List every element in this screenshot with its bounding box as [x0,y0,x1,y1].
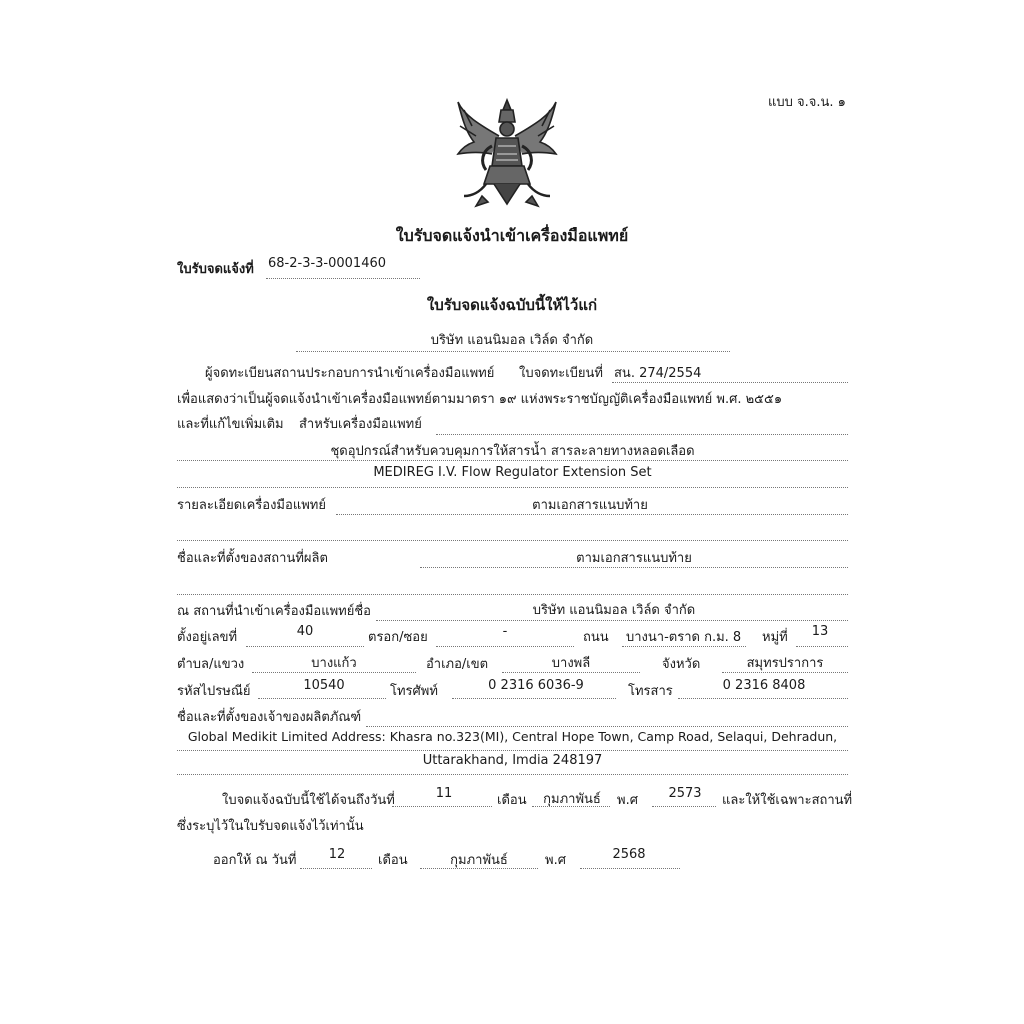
dotted-line [177,750,848,751]
postcode-value: 10540 [303,678,345,693]
registrant-label: ผู้จดทะเบียนสถานประกอบการนำเข้าเครื่องมือแพทย์ [205,366,495,381]
owner-address-line1: Global Medikit Limited Address: Khasra no.323(MI), Central Hope Town, Camp Road, Selaqui, Dehradun, [187,729,838,744]
dotted-line [300,868,372,869]
validity-tail: และให้ใช้เฉพาะสถานที่ [722,793,853,808]
issued-year-label: พ.ศ [545,853,566,868]
issued-month-label: เดือน [378,853,408,868]
issued-year: 2568 [612,847,646,862]
dotted-line [580,868,680,869]
dotted-line [392,806,492,807]
dotted-line [266,278,420,279]
dotted-line [366,726,848,727]
notification-no-label: ใบรับจดแจ้งที่ [177,262,254,277]
province-label: จังหวัด [662,657,701,672]
company-name: บริษัท แอนนิมอล เวิล์ด จำกัด [430,333,594,348]
form-code: แบบ จ.จ.น. ๑ [768,95,846,110]
dotted-line [177,594,848,595]
postcode-label: รหัสไปรษณีย์ [177,684,251,699]
license-value: สน. 274/2554 [614,366,702,381]
dotted-line [652,806,716,807]
dotted-line [612,382,848,383]
road-value: บางนา-ตราด ก.ม. 8 [626,630,742,645]
soi-label: ตรอก/ซอย [368,630,428,645]
validity-month: กุมภาพันธ์ [543,792,601,807]
issued-day: 12 [328,847,346,862]
device-name-th: ชุดอุปกรณ์สำหรับควบคุมการให้สารน้ำ สารละลายทางหลอดเลือด [330,444,695,459]
subdistrict-label: ตำบล/แขวง [177,657,245,672]
dotted-line [420,567,848,568]
address-no-value: 40 [296,624,314,639]
soi-value: - [502,624,508,639]
amendment-label: และที่แก้ไขเพิ่มเติม [177,417,284,432]
dotted-line [296,351,730,352]
device-name-en: MEDIREG I.V. Flow Regulator Extension Set [373,465,652,480]
moo-value: 13 [811,624,829,639]
validity-year: 2573 [668,786,702,801]
subdistrict-value: บางแก้ว [311,656,357,671]
owner-address-line2: Uttarakhand, Imdia 248197 [422,753,603,768]
validity-day: 11 [435,786,453,801]
road-label: ถนน [583,630,609,645]
dotted-line [177,540,848,541]
import-site-value: บริษัท แอนนิมอล เวิล์ด จำกัด [532,603,696,618]
phone-value: 0 2316 6036-9 [488,678,584,693]
garuda-emblem [452,96,562,211]
district-value: บางพลี [551,656,591,671]
dotted-line [532,806,610,807]
import-site-label: ณ สถานที่นำเข้าเครื่องมือแพทย์ชื่อ [177,604,371,619]
validity-month-label: เดือน [497,793,527,808]
validity-line2: ซึ่งระบุไว้ในใบรับจดแจ้งไว้เท่านั้น [177,819,364,834]
address-no-label: ตั้งอยู่เลขที่ [177,630,238,645]
moo-label: หมู่ที่ [762,630,788,645]
dotted-line [622,646,746,647]
validity-year-label: พ.ศ [617,793,638,808]
issued-to-heading: ใบรับจดแจ้งฉบับนี้ให้ไว้แก่ [426,296,598,314]
fax-value: 0 2316 8408 [722,678,806,693]
dotted-line [678,698,848,699]
manufacturer-site-value: ตามเอกสารแนบท้าย [576,551,692,566]
dotted-line [177,774,848,775]
dotted-line [258,698,386,699]
district-label: อำเภอ/เขต [426,657,489,672]
issued-month: กุมภาพันธ์ [450,853,508,868]
dotted-line [177,487,848,488]
dotted-line [376,620,848,621]
dotted-line [436,434,848,435]
device-details-value: ตามเอกสารแนบท้าย [532,498,648,513]
dotted-line [336,514,848,515]
dotted-line [722,672,848,673]
device-details-label: รายละเอียดเครื่องมือแพทย์ [177,498,326,513]
issued-label: ออกให้ ณ วันที่ [213,853,297,868]
notification-no-value: 68-2-3-3-0001460 [268,256,387,271]
legal-statement: เพื่อแสดงว่าเป็นผู้จดแจ้งนำเข้าเครื่องมือแพทย์ตามมาตรา ๑๙ แห่งพระราชบัญญัติเครื่องมือแพทย์ พ.ศ. ๒๕๕๑ [177,392,783,407]
dotted-line [796,646,848,647]
dotted-line [452,698,616,699]
dotted-line [420,868,538,869]
dotted-line [252,672,416,673]
validity-label: ใบจดแจ้งฉบับนี้ใช้ได้จนถึงวันที่ [222,793,395,808]
province-value: สมุทรปราการ [746,656,824,671]
fax-label: โทรสาร [628,684,673,699]
dotted-line [436,646,574,647]
amendment-value: สำหรับเครื่องมือแพทย์ [299,417,422,432]
phone-label: โทรศัพท์ [390,684,438,699]
dotted-line [177,460,848,461]
document-title: ใบรับจดแจ้งนำเข้าเครื่องมือแพทย์ [395,226,629,245]
dotted-line [502,672,640,673]
license-label: ใบจดทะเบียนที่ [519,366,603,381]
owner-label: ชื่อและที่ตั้งของเจ้าของผลิตภัณฑ์ [177,710,362,725]
manufacturer-site-label: ชื่อและที่ตั้งของสถานที่ผลิต [177,551,328,566]
dotted-line [246,646,364,647]
